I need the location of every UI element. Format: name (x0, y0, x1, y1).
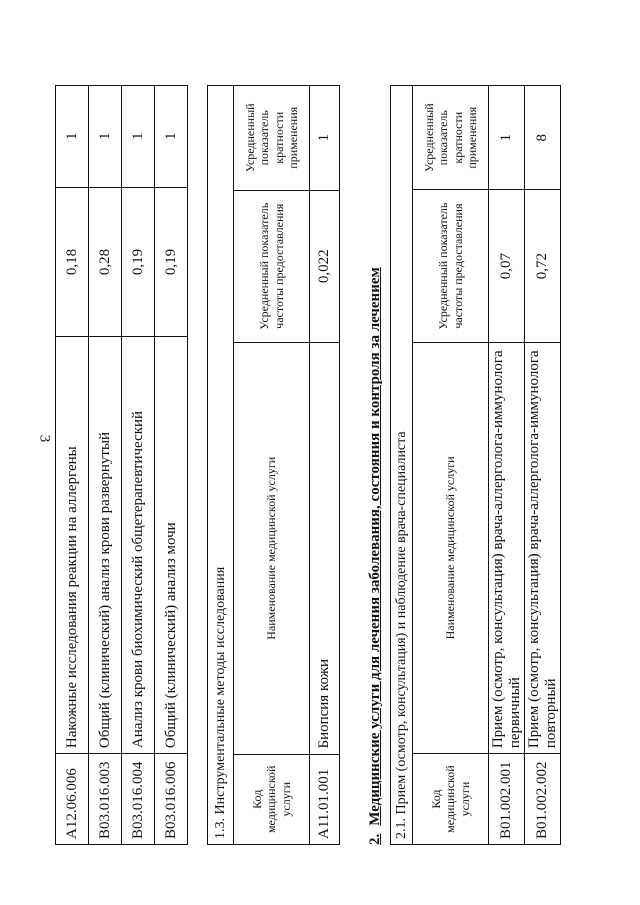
header-multiplicity: Усредненный показатель кратности применения (413, 86, 489, 190)
frequency-value: 0,28 (89, 187, 122, 337)
service-name: Прием (осмотр, консультация) врача-аллерголога-иммунолога повторный (525, 342, 561, 753)
service-code: B03.016.004 (122, 754, 155, 845)
multiplicity-value: 1 (122, 86, 155, 188)
section-2-heading (367, 267, 384, 845)
frequency-value: 0,19 (122, 187, 155, 337)
multiplicity-value: 1 (89, 86, 122, 188)
header-name: Наименование медицинской услуги (413, 342, 489, 753)
section-title: 1.3. Инструментальные методы исследования (208, 86, 234, 845)
service-name: Прием (осмотр, консультация) врача-аллерголога-иммунолога первичный (489, 342, 525, 753)
multiplicity-value: 1 (155, 86, 188, 188)
instrumental-methods-table (207, 85, 340, 845)
section-2-title: Медицинские услуги для лечения заболевания, состояния и контроля за лечением (367, 267, 383, 826)
service-code: B01.002.001 (489, 754, 525, 845)
multiplicity-value: 1 (310, 86, 340, 191)
header-name: Наименование медицинской услуги (234, 342, 310, 754)
page-number: 3 (36, 434, 53, 443)
service-name: Накожные исследования реакции на аллергены (56, 337, 89, 754)
service-code: B01.002.002 (525, 754, 561, 845)
service-name: Общий (клинический) анализ мочи (155, 337, 188, 754)
frequency-value: 0,19 (155, 187, 188, 337)
table-row (122, 86, 155, 845)
table-row (155, 86, 188, 845)
table-row (89, 86, 122, 845)
frequency-value: 0,18 (56, 187, 89, 337)
header-multiplicity: Усредненный показатель кратности применения (234, 86, 310, 191)
section-title: 2.1. Прием (осмотр, консультация) и наблюдение врача-специалиста (391, 86, 413, 845)
table-row (310, 86, 340, 845)
specialist-consultation-table (390, 85, 561, 845)
multiplicity-value: 1 (56, 86, 89, 188)
frequency-value: 0,72 (525, 190, 561, 342)
service-name: Биопсия кожи (310, 342, 340, 754)
service-code: A12.06.006 (56, 754, 89, 845)
frequency-value: 0,022 (310, 190, 340, 342)
header-row (234, 86, 310, 845)
header-code: Код медицинской услуги (234, 754, 310, 844)
header-frequency: Усредненный показатель частоты предоставления (413, 190, 489, 342)
rotated-content-2 (390, 0, 570, 845)
section-row (391, 86, 413, 845)
multiplicity-value: 1 (489, 86, 525, 190)
header-frequency: Усредненный показатель частоты предоставления (234, 190, 310, 342)
table-row (525, 86, 561, 845)
section-2-number: 2. (367, 833, 383, 845)
service-code: B03.016.006 (155, 754, 188, 845)
service-name: Общий (клинический) анализ крови развернутый (89, 337, 122, 754)
rotated-content (55, 0, 385, 845)
section-row (208, 86, 234, 845)
table-row (489, 86, 525, 845)
multiplicity-value: 8 (525, 86, 561, 190)
table-row (56, 86, 89, 845)
frequency-value: 0,07 (489, 190, 525, 342)
header-code: Код медицинской услуги (413, 754, 489, 845)
service-name: Анализ крови биохимический общетерапевтический (122, 337, 155, 754)
header-row (413, 86, 489, 845)
lab-tests-table (55, 85, 188, 845)
service-code: B03.016.003 (89, 754, 122, 845)
service-code: A11.01.001 (310, 754, 340, 844)
